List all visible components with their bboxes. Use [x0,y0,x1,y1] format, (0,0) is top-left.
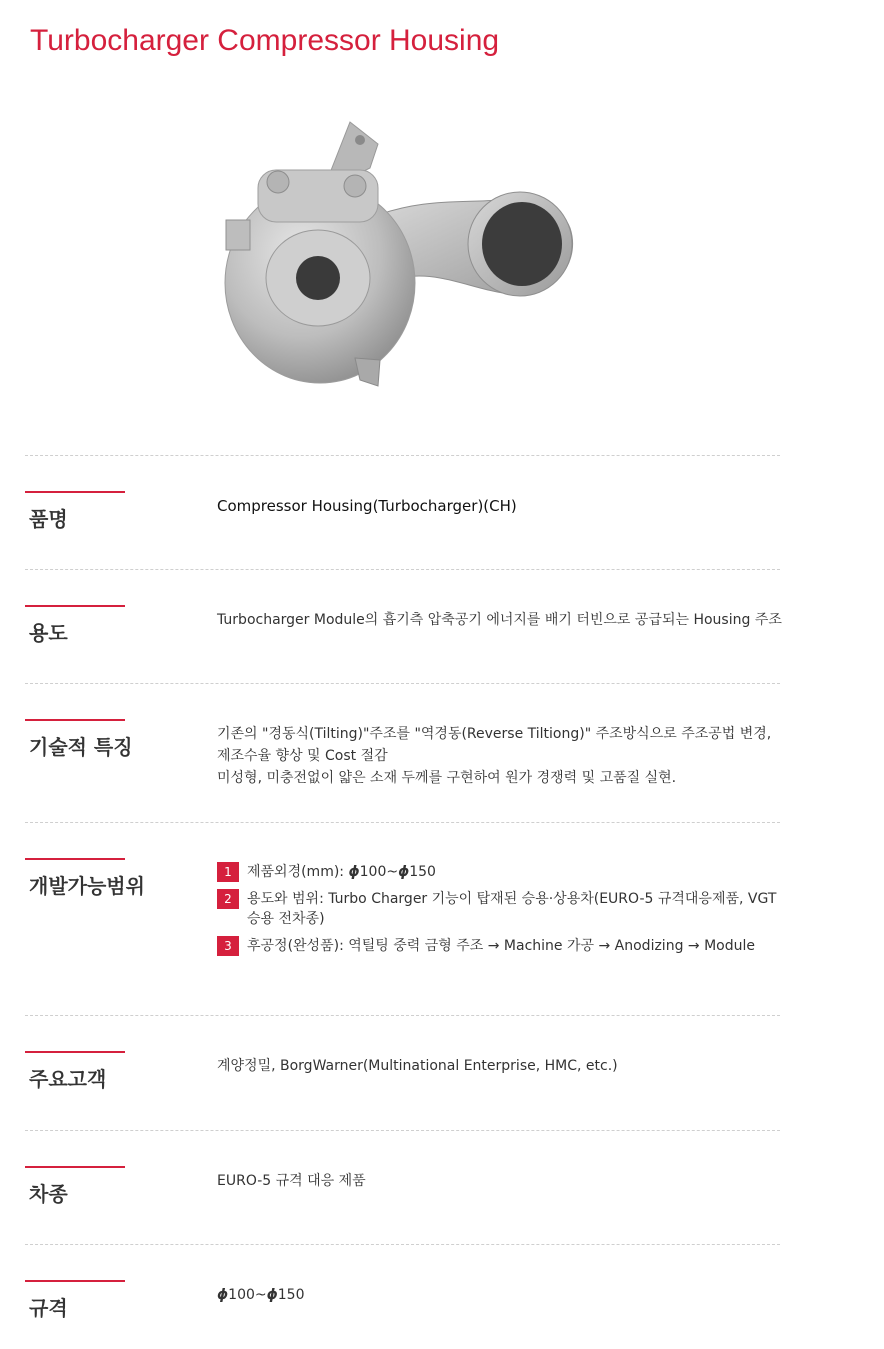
spec-value-name: Compressor Housing(Turbocharger)(CH) [217,497,517,515]
row-divider [25,455,780,456]
phi-symbol: ϕ [348,864,360,880]
label-accent-bar [25,719,125,721]
number-badge: 1 [217,862,239,882]
number-badge: 2 [217,889,239,909]
list-item [217,936,787,956]
spec-value-range [217,862,787,963]
spec-label-tech: 기술적 특징 [29,735,133,759]
range-prefix: 제품외경(mm): [247,864,349,880]
label-accent-bar [25,1051,125,1053]
row-divider [25,1130,780,1131]
range-suffix: 150 [409,864,436,880]
spec-label-vehicle: 차종 [29,1182,68,1206]
row-divider [25,822,780,823]
range-text: 후공정(완성품): 역틸팅 중력 금형 주조 → Machine 가공 → Anodizing → Module [247,938,755,954]
spec-label-usage: 용도 [29,621,68,645]
range-text [247,864,436,880]
label-accent-bar [25,858,125,860]
row-divider [25,569,780,570]
phi-symbol: ϕ [398,864,410,880]
phi-symbol: ϕ [266,1287,278,1303]
phi-symbol: ϕ [217,1287,229,1303]
number-badge: 3 [217,936,239,956]
page-title: Turbocharger Compressor Housing [30,24,500,57]
tech-line: 미성형, 미충전없이 얇은 소재 두께를 구현하여 원가 경쟁력 및 고품질 실현. [217,770,677,786]
list-item [217,889,787,929]
size-mid: 100~ [228,1287,267,1303]
range-text: 용도와 범위: Turbo Charger 기능이 탑재된 승용·상용차(EURO-5 규격대응제품, VGT 승용 전차종) [247,891,777,927]
spec-label-name: 품명 [29,507,68,531]
spec-value-vehicle: EURO-5 규격 대응 제품 [217,1173,366,1189]
label-accent-bar [25,605,125,607]
spec-label-size: 규격 [29,1296,68,1320]
product-image [200,108,600,398]
range-list [217,862,787,956]
spec-value-customers: 계양정밀, BorgWarner(Multinational Enterprise, HMC, etc.) [217,1058,618,1074]
tech-line: 기존의 "경동식(Tilting)"주조를 "역경동(Reverse Tiltiong)" 주조방식으로 주조공법 변경, 제조수율 향상 및 Cost 절감 [217,726,772,764]
spec-value-tech [217,723,787,789]
spec-value-usage: Turbocharger Module의 흡기측 압축공기 에너지를 배기 터빈으로 공급되는 Housing 주조 [217,612,782,628]
size-suffix: 150 [277,1287,305,1303]
spec-value-size [217,1284,787,1306]
spec-label-customers: 주요고객 [29,1067,107,1091]
label-accent-bar [25,491,125,493]
label-accent-bar [25,1280,125,1282]
range-mid: 100~ [359,864,399,880]
spec-label-range: 개발가능범위 [29,874,145,898]
row-divider [25,1244,780,1245]
list-item [217,862,787,882]
row-divider [25,1015,780,1016]
label-accent-bar [25,1166,125,1168]
row-divider [25,683,780,684]
